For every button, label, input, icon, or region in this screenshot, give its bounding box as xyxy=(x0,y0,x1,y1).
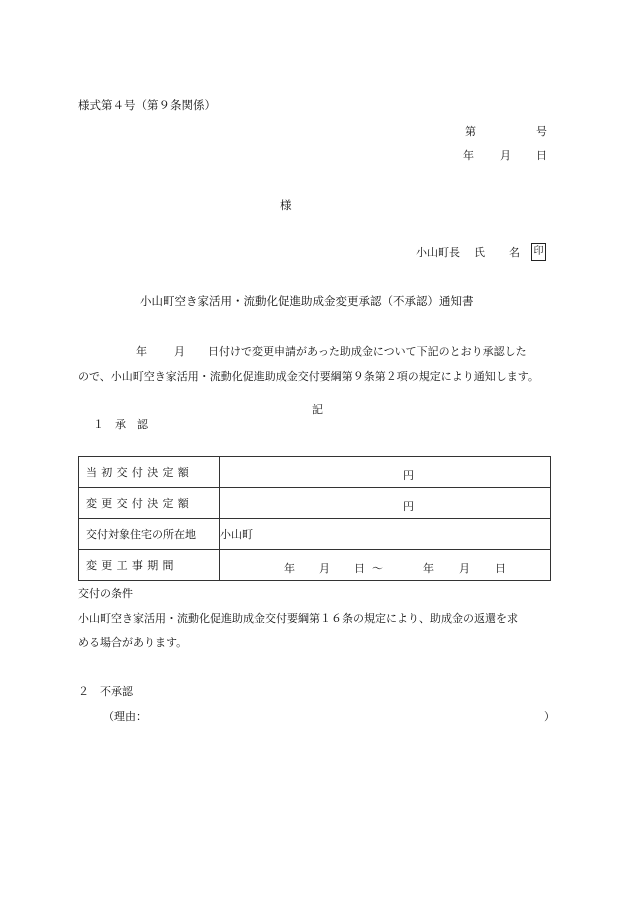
initial-grant-value-cell xyxy=(220,457,551,488)
conditions-heading: 交付の条件 xyxy=(78,587,133,600)
period-start-year: 年 xyxy=(284,562,295,575)
table-label-cell xyxy=(79,550,220,581)
period-start-month: 月 xyxy=(319,562,330,575)
construction-period-value xyxy=(220,550,551,581)
construction-period-label: 変更工事期間 xyxy=(86,559,178,572)
period-end-month: 月 xyxy=(459,562,470,575)
house-location-value: 小山町 xyxy=(220,519,551,550)
body-text-line2: ので、小山町空き家活用・流動化促進助成金交付要綱第９条第２項の規定により通知します。 xyxy=(78,370,539,383)
date-day-label: 日 xyxy=(536,149,547,162)
document-number-prefix: 第 xyxy=(465,125,476,138)
table-row xyxy=(79,550,551,581)
sender-name-label-2: 名 xyxy=(509,246,520,259)
date-month-label: 月 xyxy=(500,149,511,162)
body-text-line1: 日付けで変更申請があった助成金について下記のとおり承認した xyxy=(208,345,527,358)
initial-grant-yen: 円 xyxy=(403,469,414,482)
body-year-label: 年 xyxy=(136,345,147,358)
section-disapproval-heading: ２ 不承認 xyxy=(78,685,133,698)
house-location-label: 交付対象住宅の所在地 xyxy=(86,528,196,541)
date-year-label: 年 xyxy=(463,149,474,162)
section-approval-heading: １ 承 認 xyxy=(93,418,148,431)
document-number-suffix: 号 xyxy=(536,125,547,138)
table-label-cell xyxy=(79,519,220,550)
table-label-cell xyxy=(79,488,220,519)
period-end-day: 日 xyxy=(495,562,506,575)
table-row xyxy=(79,519,551,550)
conditions-text-line1: 小山町空き家活用・流動化促進助成金交付要綱第１６条の規定により、助成金の返還を求 xyxy=(78,612,518,625)
ki-heading: 記 xyxy=(312,403,323,416)
approval-table xyxy=(78,456,551,581)
document-title: 小山町空き家活用・流動化促進助成金変更承認（不承認）通知書 xyxy=(140,294,474,308)
period-start-day: 日 xyxy=(354,562,365,575)
body-month-label: 月 xyxy=(174,345,185,358)
table-row xyxy=(79,488,551,519)
period-end-year: 年 xyxy=(423,562,434,575)
reason-close-paren: ） xyxy=(544,710,555,723)
table-label-cell xyxy=(79,457,220,488)
changed-grant-yen: 円 xyxy=(403,500,414,513)
form-number: 様式第４号（第９条関係） xyxy=(78,98,216,112)
sender-title: 小山町長 xyxy=(416,246,460,259)
table-row xyxy=(79,457,551,488)
recipient-honorific: 様 xyxy=(280,198,292,212)
seal-mark: 印 xyxy=(531,243,546,261)
changed-grant-value-cell xyxy=(220,488,551,519)
initial-grant-label: 当初交付決定額 xyxy=(86,466,194,479)
reason-label: （理由： xyxy=(103,710,147,723)
conditions-text-line2: める場合があります。 xyxy=(78,636,188,649)
changed-grant-label: 変更交付決定額 xyxy=(86,497,194,510)
sender-name-label-1: 氏 xyxy=(474,246,485,259)
period-tilde: ～ xyxy=(372,562,383,575)
